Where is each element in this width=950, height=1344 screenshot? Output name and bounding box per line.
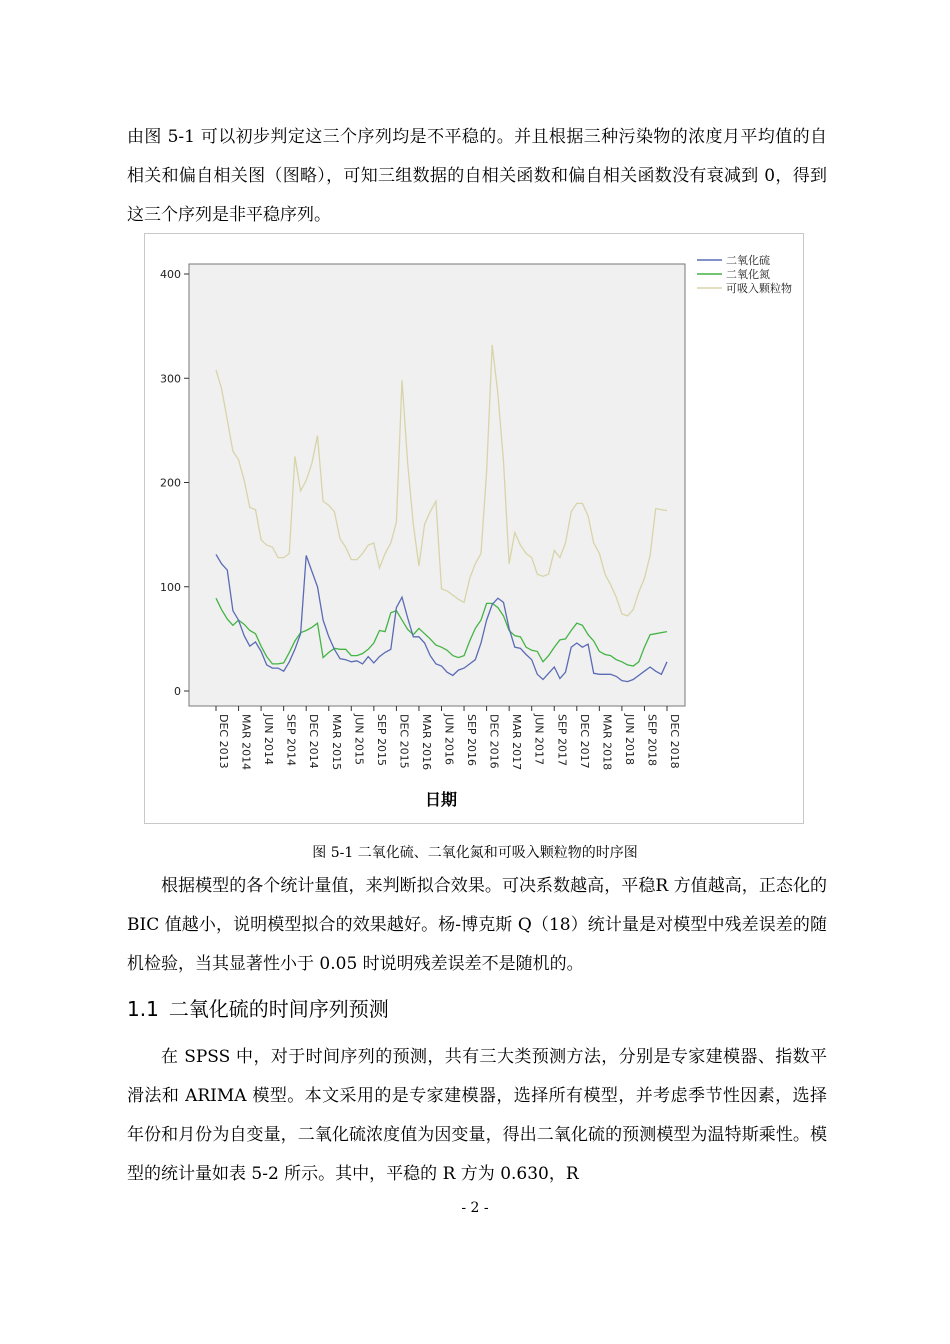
y-tick-label: 300 (160, 372, 181, 386)
x-tick-label: MAR 2015 (329, 714, 343, 771)
x-tick-label: SEP 2016 (465, 714, 479, 767)
spss-method-paragraph: 在 SPSS 中，对于时间序列的预测，共有三大类预测方法，分别是专家建模器、指数平滑法和 ARIMA 模型。本文采用的是专家建模器，选择所有模型，并考虑季节性因素，选择年份和月份为自变量，二氧化硫浓度值为因变量，得出二氧化硫的预测模型为温特斯乘性。模型的统计量如表 5-2 所示。其中，平稳的 R 方为 0.630，R (127, 1047, 827, 1184)
x-tick-label: SEP 2015 (374, 714, 388, 767)
page-number: - 2 - (461, 1200, 489, 1216)
plot-background (189, 264, 685, 706)
figure-caption: 图 5-1 二氧化硫、二氧化氮和可吸入颗粒物的时序图 (312, 845, 638, 861)
x-tick-label: MAR 2016 (419, 714, 433, 771)
section-heading (127, 993, 389, 1022)
x-tick-label: JUN 2017 (532, 714, 546, 766)
x-tick-label: JUN 2016 (442, 714, 456, 766)
x-tick-label: DEC 2013 (217, 714, 230, 769)
legend-label: 二氧化硫 (726, 254, 770, 267)
y-tick-label: 200 (160, 476, 181, 490)
intro-paragraph: 由图 5-1 可以初步判定这三个序列均是不平稳的。并且根据三种污染物的浓度月平均值的自相关和偏自相关图（图略），可知三组数据的自相关函数和偏自相关函数没有衰减到 0，得到这三个序列是非平稳序列。 (127, 127, 827, 225)
x-tick-label: SEP 2017 (555, 714, 569, 767)
x-tick-label: DEC 2015 (397, 714, 411, 769)
model-evaluation-paragraph: 根据模型的各个统计量值，来判断拟合效果。可决系数越高，平稳R 方值越高，正态化的 BIC 值越小，说明模型拟合的效果越好。杨-博克斯 Q（18）统计量是对模型中残差误差的随机检验，当其显著性小于 0.05 时说明残差误差不是随机的。 (127, 876, 827, 974)
x-tick-label: JUN 2018 (622, 714, 636, 766)
x-tick-label: SEP 2014 (284, 714, 298, 767)
chart-legend (697, 253, 792, 295)
y-axis (160, 268, 189, 698)
time-series-chart (145, 234, 805, 825)
x-tick-label: JUN 2014 (262, 714, 276, 766)
x-axis (216, 706, 681, 770)
x-tick-label: JUN 2015 (352, 714, 366, 766)
x-tick-label: DEC 2017 (577, 714, 591, 769)
legend-label: 二氧化氮 (726, 268, 770, 281)
x-tick-label: MAR 2017 (510, 714, 524, 771)
y-tick-label: 400 (160, 268, 181, 281)
x-tick-label: MAR 2018 (600, 714, 614, 771)
x-tick-label: SEP 2018 (645, 714, 659, 767)
x-axis-label: 日期 (424, 790, 458, 809)
x-tick-label: MAR 2014 (239, 714, 253, 771)
section-number: 1.1 (127, 997, 159, 1021)
y-tick-label: 100 (160, 580, 181, 594)
plot-area (189, 264, 685, 706)
time-series-figure (144, 233, 804, 824)
legend-label: 可吸入颗粒物 (726, 282, 792, 295)
x-tick-label: DEC 2016 (487, 714, 501, 769)
y-tick-label: 0 (174, 685, 181, 698)
x-tick-label: DEC 2014 (307, 714, 321, 769)
section-title: 二氧化硫的时间序列预测 (168, 997, 389, 1021)
x-tick-label: DEC 2018 (668, 714, 681, 769)
